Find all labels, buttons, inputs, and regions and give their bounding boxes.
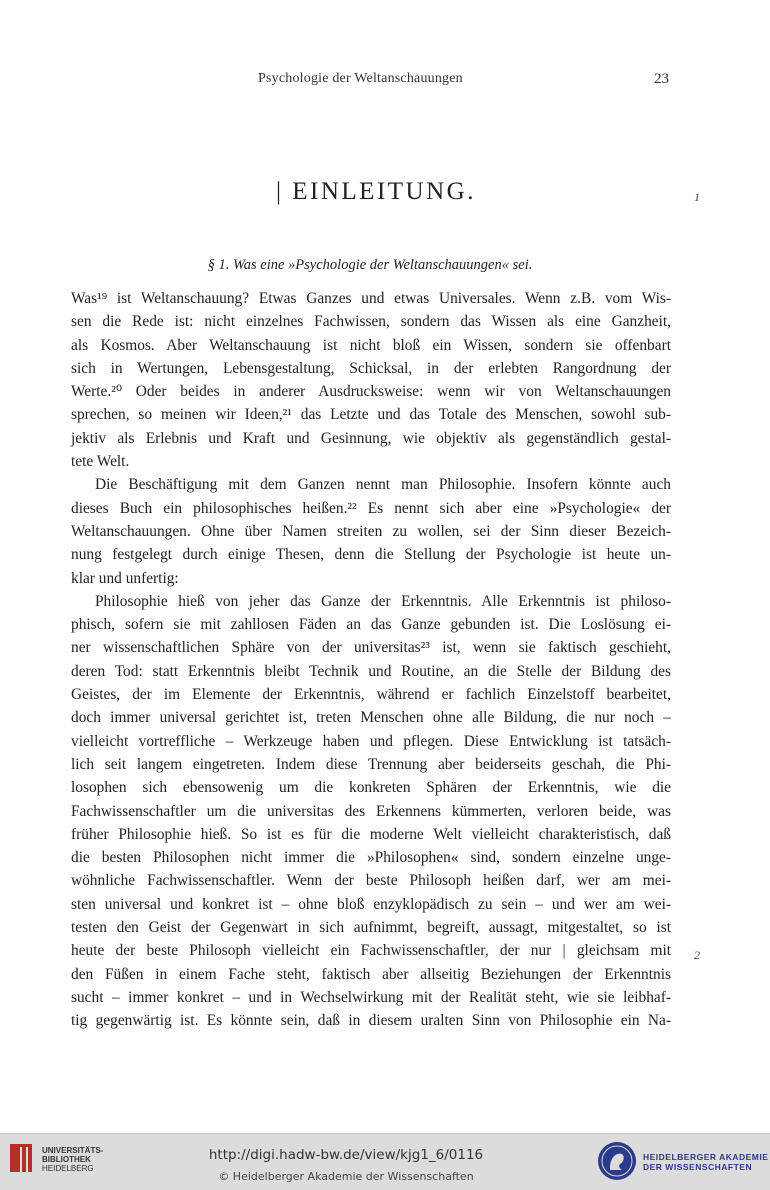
text-line: vielleicht vortreffliche – Werkzeuge haben und pflegen. Diese Entwicklung ist tatsäch- xyxy=(71,732,671,750)
text-line: dieses Buch ein philosophisches heißen.²² Es nennt sich aber eine »Psychologie« der xyxy=(71,499,671,517)
text-line: phisch, sofern sie mit zahllosen Fäden an das Ganze gebunden ist. Die Loslösung ei- xyxy=(71,616,671,634)
section-heading-text: § 1. Was eine »Psychologie der Weltanschauungen« sei. xyxy=(207,257,533,273)
page-number: 23 xyxy=(654,71,669,87)
text-line: lich seit langem eingetreten. Indem diese Trennung aber beiderseits geschah, die Phi- xyxy=(71,755,671,773)
academy-logo-line: DER WISSENSCHAFTEN xyxy=(643,1162,753,1172)
text-line: ner wissenschaftlichen Sphäre von der universitas²³ ist, wenn sie faktisch geschieht, xyxy=(71,639,671,657)
text-line: Philosophie hieß von jeher das Ganze der Erkenntnis. Alle Erkenntnis ist philoso- xyxy=(95,592,671,610)
margin-note-2: 2 xyxy=(694,948,700,962)
text-line: Die Beschäftigung mit dem Ganzen nennt man Philosophie. Insofern könnte auch xyxy=(95,476,671,494)
running-title: Psychologie der Weltanschauungen xyxy=(258,71,463,86)
text-line: sucht – immer konkret – und in Wechselwirkung mit der Realität steht, wie sie leibhaf- xyxy=(71,988,671,1006)
text-line: Werte.²⁰ Oder beides in anderer Ausdrucksweise: wenn wir von Weltanschauungen xyxy=(71,383,671,401)
text-line: nung festgelegt durch einige Thesen, denn die Stellung der Psychologie ist heute un- xyxy=(71,546,671,564)
text-line: früher Philosophie hieß. So ist es für die moderne Welt vielleicht charakteristisch, daß xyxy=(71,825,671,843)
chapter-title-text: | EINLEITUNG. xyxy=(276,178,476,205)
ub-logo-line: UNIVERSITÄTS- xyxy=(42,1146,104,1155)
text-line: losophen sich ebensowenig um die konkreten Sphären der Erkenntnis, wie die xyxy=(71,779,671,797)
text-line: sen die Rede ist: nicht einzelnes Fachwissen, sondern das Wissen als eine Ganzheit, xyxy=(71,313,671,331)
text-line: Fachwissenschaftler um die universitas des Erkennens kümmerten, verloren beide, was xyxy=(71,802,671,820)
academy-logo[interactable] xyxy=(596,1140,769,1184)
academy-seal-icon xyxy=(596,1140,638,1182)
text-line: Was¹⁹ ist Weltanschauung? Etwas Ganzes und etwas Universales. Wenn z.B. vom Wis- xyxy=(71,290,671,307)
text-line: deren Tod: statt Erkenntnis bleibt Technik und Routine, an die Stelle der Bildung des xyxy=(71,662,671,680)
ub-logo-line: BIBLIOTHEK xyxy=(42,1155,91,1164)
text-line: Weltanschauungen. Ohne über Namen streiten zu wollen, sei der Sinn dieser Bezeich- xyxy=(71,522,671,540)
text-line: sprechen, so meinen wir Ideen,²¹ das Letzte und das Totale des Menschen, sowohl sub- xyxy=(71,406,671,424)
text-line: tete Welt. xyxy=(71,453,130,471)
text-line: als Kosmos. Aber Weltanschauung ist nicht bloß ein Wissen, sondern sie offenbart xyxy=(71,336,671,354)
text-line: doch immer universal gerichtet ist, treten Menschen ohne alle Bildung, die nur noch – xyxy=(71,709,671,727)
academy-logo-text xyxy=(643,1152,768,1172)
text-line: klar und unfertig: xyxy=(71,569,179,587)
margin-note-1: 1 xyxy=(694,190,700,204)
running-head xyxy=(0,71,770,91)
ub-logo-line: HEIDELBERG xyxy=(42,1164,94,1173)
viewer-footer xyxy=(0,1133,770,1190)
body-text xyxy=(71,287,671,1033)
permalink-url[interactable]: http://digi.hadw-bw.de/view/kjg1_6/0116 xyxy=(208,1147,484,1163)
text-line: jektiv als Erlebnis und Kraft und Gesinnung, wie objektiv als gegenständlich gestal- xyxy=(71,429,671,447)
text-line: testen den Geist der Gegenwart in sich aufnimmt, begreift, aussagt, mitgestaltet, so ist xyxy=(71,919,671,937)
text-line: heute der beste Philosoph vielleicht ein Fachwissenschaftler, der nur | gleichsam mit xyxy=(71,942,671,960)
text-line: die besten Philosophen nicht immer die »Philosophen« sind, sondern einzelne unge- xyxy=(71,849,671,867)
text-line: sich in Wertungen, Lebensgestaltung, Schicksal, in der erlebten Rangordnung der xyxy=(71,359,671,377)
text-line: tig gegenwärtig ist. Es könnte sein, daß in diesem uralten Sinn von Philosophie ein Na- xyxy=(71,1012,671,1030)
academy-logo-line: HEIDELBERGER AKADEMIE xyxy=(643,1152,769,1162)
text-line: wöhnliche Fachwissenschaftler. Wenn der beste Philosoph heißen darf, wer am mei- xyxy=(71,872,671,890)
copyright-notice: © Heidelberger Akademie der Wissenschaften xyxy=(218,1170,474,1183)
text-line: Geistes, der im Elemente der Erkenntnis, während er fachlich Einzelstoff bearbeitet, xyxy=(71,686,671,704)
text-line: sten universal und konkret ist – ohne bloß enzyklopädisch zu sein – und wer am wei- xyxy=(71,895,671,913)
text-line: den Füßen in einem Fache steht, faktisch aber allseitig Beziehungen der Erkenntnis xyxy=(71,965,671,983)
section-heading xyxy=(0,257,770,274)
